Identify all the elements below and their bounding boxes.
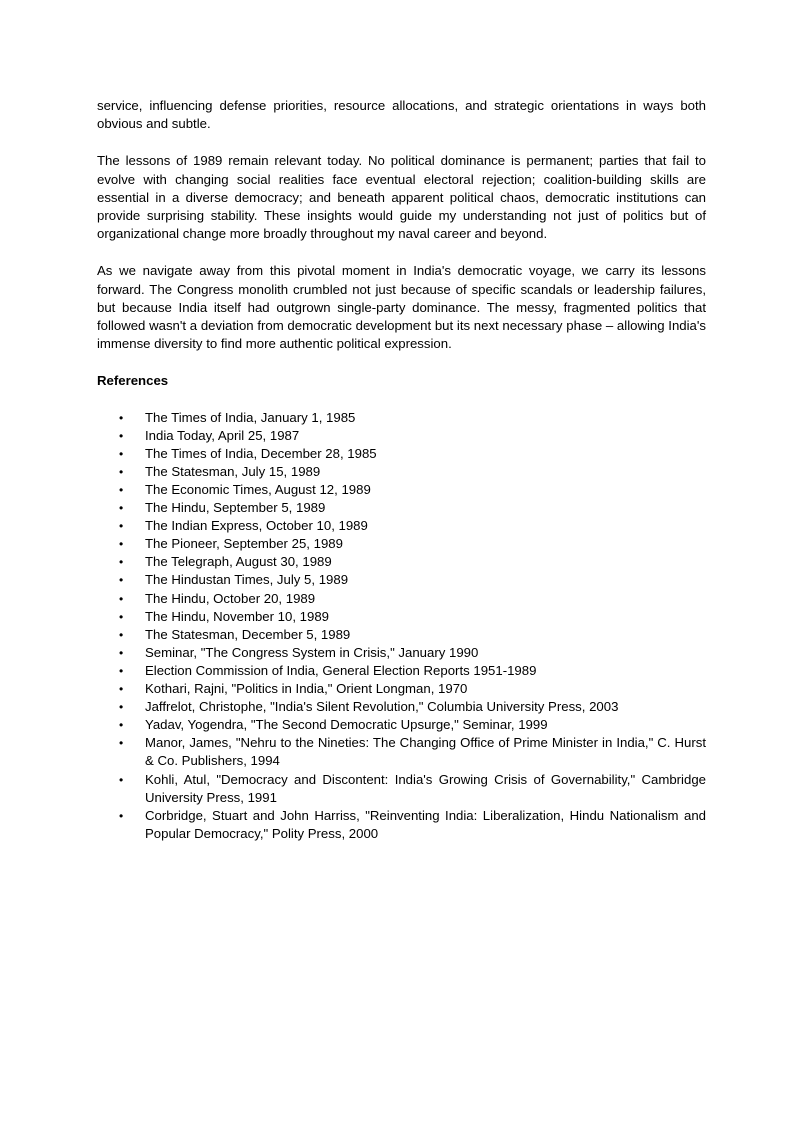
reference-item [97, 445, 706, 463]
reference-text: The Times of India, December 28, 1985 [145, 445, 377, 461]
bullet-icon: • [119, 627, 124, 642]
reference-text: The Hindu, November 10, 1989 [145, 608, 330, 624]
reference-item [97, 662, 706, 680]
reference-item [97, 680, 706, 698]
reference-item [97, 481, 706, 499]
reference-text: Seminar, "The Congress System in Crisis," January 1990 [145, 644, 479, 660]
bullet-icon: • [119, 446, 124, 461]
reference-text: Manor, James, "Nehru to the Nineties: The Changing Office of Prime Minister in India," C. Hurst & Co. Publishers, 1994 [145, 735, 706, 769]
reference-text: The Statesman, December 5, 1989 [145, 626, 351, 642]
references-heading: References [97, 373, 169, 389]
reference-item [97, 734, 706, 770]
reference-text: Kothari, Rajni, "Politics in India," Orient Longman, 1970 [145, 681, 468, 697]
reference-item [97, 427, 706, 445]
bullet-icon: • [119, 772, 124, 787]
reference-text: The Hindu, October 20, 1989 [145, 590, 316, 606]
reference-text: The Pioneer, September 25, 1989 [145, 536, 343, 552]
reference-text: The Hindu, September 5, 1989 [145, 500, 326, 516]
reference-item [97, 553, 706, 571]
bullet-icon: • [119, 645, 124, 660]
references-list [97, 409, 706, 843]
reference-text: The Indian Express, October 10, 1989 [145, 518, 368, 534]
reference-text: Election Commission of India, General Election Reports 1951-1989 [145, 662, 537, 678]
reference-text: Jaffrelot, Christophe, "India's Silent Revolution," Columbia University Press, 2003 [145, 699, 619, 715]
reference-item [97, 626, 706, 644]
bullet-icon: • [119, 663, 124, 678]
reference-item [97, 807, 706, 843]
bullet-icon: • [119, 591, 124, 606]
reference-item [97, 771, 706, 807]
reference-text: India Today, April 25, 1987 [145, 427, 300, 443]
reference-item [97, 463, 706, 481]
reference-item [97, 535, 706, 553]
body-paragraph: As we navigate away from this pivotal moment in India's democratic voyage, we carry its lessons forward. The Congress monolith crumbled not just because of specific scandals or leadership failures, but because India itself had outgrown single-party dominance. The messy, fragmented politics that followed wasn't a deviation from democratic development but its next necessary phase – allowing India's immense diversity to find more authentic political expression. [97, 263, 706, 352]
body-paragraph: service, influencing defense priorities, resource allocations, and strategic orientations in ways both obvious and subtle. [97, 98, 706, 132]
reference-text: The Statesman, July 15, 1989 [145, 463, 321, 479]
reference-item [97, 608, 706, 626]
bullet-icon: • [119, 428, 124, 443]
reference-text: Kohli, Atul, "Democracy and Discontent: India's Growing Crisis of Governability," Cambridge University Press, 1991 [145, 771, 706, 805]
reference-text: Corbridge, Stuart and John Harriss, "Reinventing India: Liberalization, Hindu Nationalism and Popular Democracy," Polity Press, 2000 [145, 807, 706, 841]
bullet-icon: • [119, 519, 124, 534]
bullet-icon: • [119, 609, 124, 624]
bullet-icon: • [119, 573, 124, 588]
reference-item [97, 571, 706, 589]
reference-text: The Hindustan Times, July 5, 1989 [145, 572, 349, 588]
bullet-icon: • [119, 736, 124, 751]
body-paragraph: The lessons of 1989 remain relevant today. No political dominance is permanent; parties that fail to evolve with changing social realities face eventual electoral rejection; coalition-building skills are essential in a diverse democracy; and beneath apparent political chaos, democratic institutions can provide surprising stability. These insights would guide my understanding not just of politics but of organizational change more broadly throughout my naval career and beyond. [97, 153, 706, 242]
reference-text: The Times of India, January 1, 1985 [145, 409, 356, 425]
reference-item [97, 409, 706, 427]
reference-text: The Economic Times, August 12, 1989 [145, 482, 371, 498]
reference-item [97, 644, 706, 662]
reference-item [97, 590, 706, 608]
document-page [97, 97, 706, 843]
reference-text: The Telegraph, August 30, 1989 [145, 554, 332, 570]
bullet-icon: • [119, 537, 124, 552]
bullet-icon: • [119, 682, 124, 697]
reference-item [97, 499, 706, 517]
bullet-icon: • [119, 808, 124, 823]
reference-item [97, 716, 706, 734]
bullet-icon: • [119, 718, 124, 733]
bullet-icon: • [119, 555, 124, 570]
bullet-icon: • [119, 483, 124, 498]
bullet-icon: • [119, 700, 124, 715]
reference-item [97, 698, 706, 716]
bullet-icon: • [119, 410, 124, 425]
bullet-icon: • [119, 501, 124, 516]
bullet-icon: • [119, 464, 124, 479]
reference-item [97, 517, 706, 535]
reference-text: Yadav, Yogendra, "The Second Democratic Upsurge," Seminar, 1999 [145, 717, 548, 733]
